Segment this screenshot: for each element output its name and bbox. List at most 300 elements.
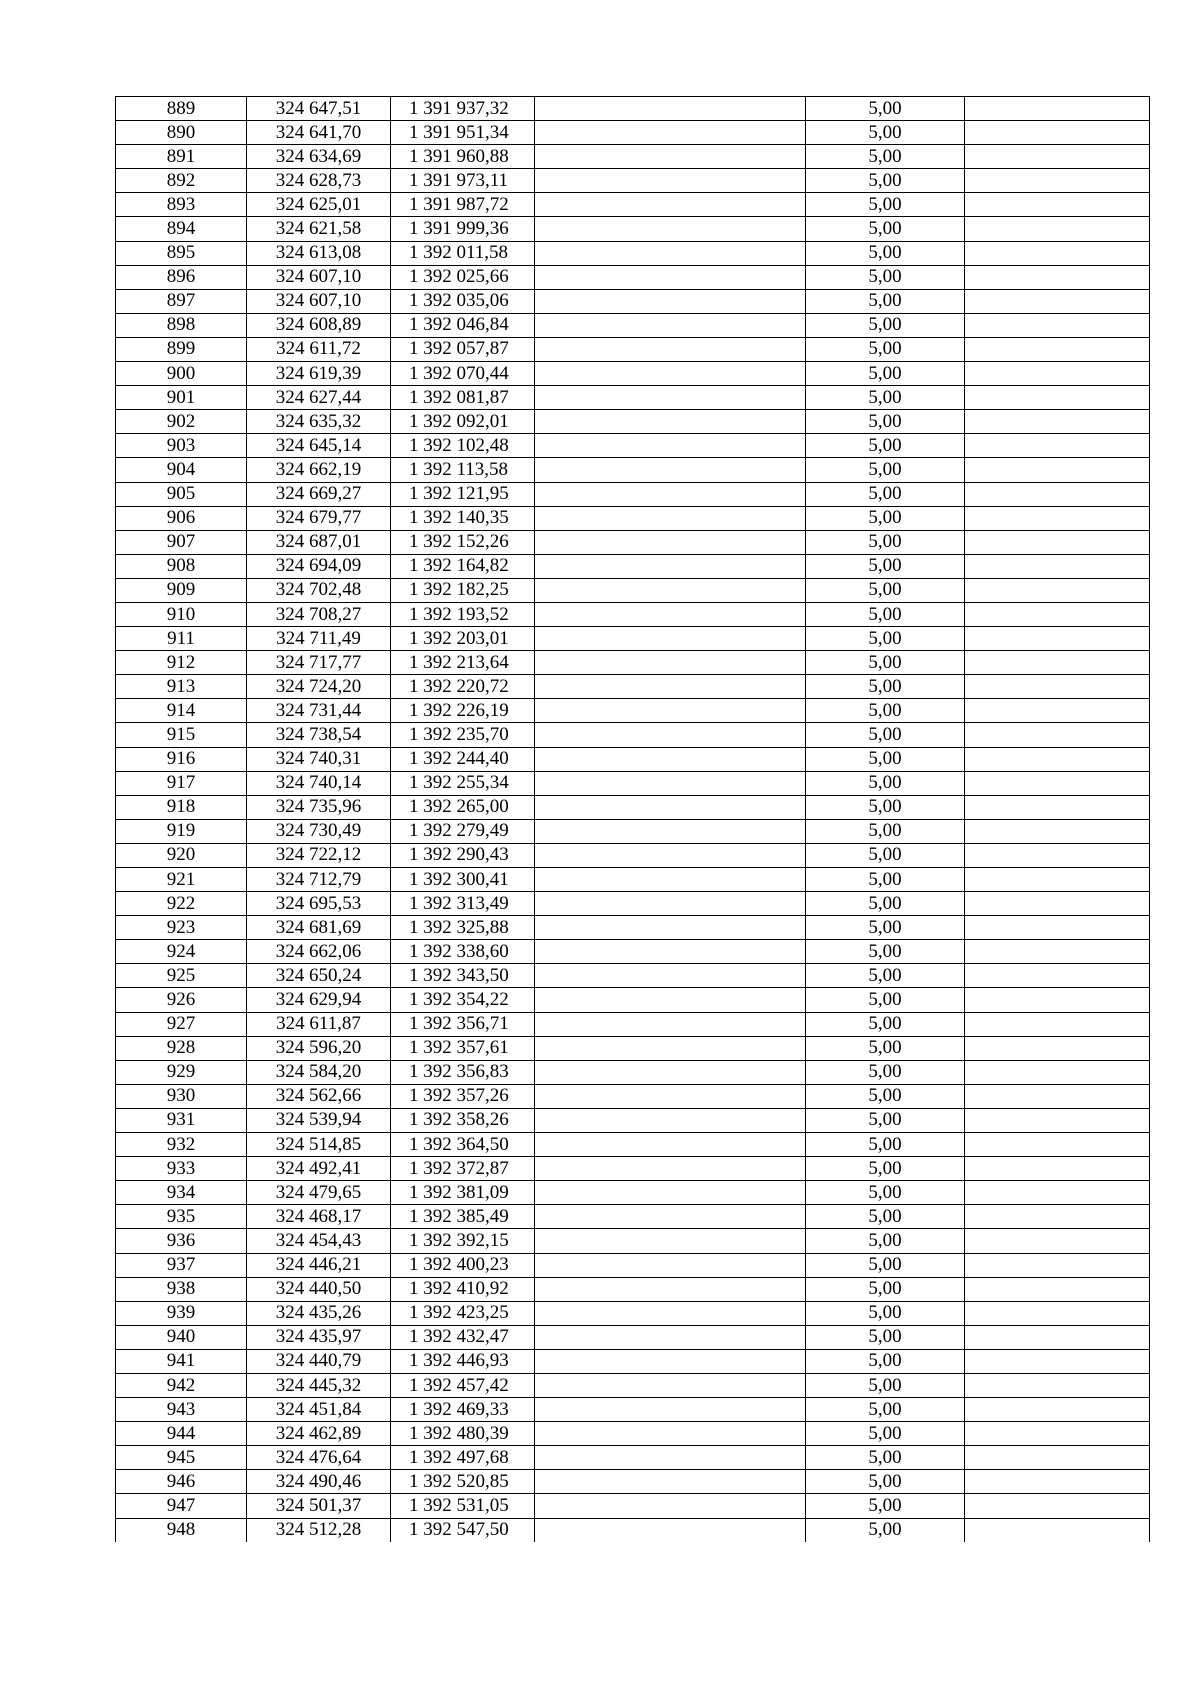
point-number-cell: 900 [116, 362, 247, 386]
table-row [116, 1084, 1150, 1108]
x-coordinate-cell: 324 451,84 [247, 1398, 391, 1422]
y-coordinate-cell: 1 391 951,34 [391, 121, 535, 145]
empty-cell [965, 313, 1150, 337]
table-row [116, 1229, 1150, 1253]
x-coordinate-cell: 324 738,54 [247, 723, 391, 747]
point-number-cell: 911 [116, 627, 247, 651]
y-coordinate-cell: 1 392 432,47 [391, 1325, 535, 1349]
table-row [116, 1446, 1150, 1470]
empty-cell [965, 362, 1150, 386]
value-cell: 5,00 [806, 362, 965, 386]
y-coordinate-cell: 1 392 255,34 [391, 771, 535, 795]
value-cell: 5,00 [806, 964, 965, 988]
y-coordinate-cell: 1 392 279,49 [391, 819, 535, 843]
empty-cell [965, 868, 1150, 892]
point-number-cell: 944 [116, 1422, 247, 1446]
table-row [116, 313, 1150, 337]
y-coordinate-cell: 1 392 497,68 [391, 1446, 535, 1470]
value-cell: 5,00 [806, 1012, 965, 1036]
x-coordinate-cell: 324 724,20 [247, 675, 391, 699]
empty-cell [535, 675, 806, 699]
point-number-cell: 924 [116, 940, 247, 964]
y-coordinate-cell: 1 391 960,88 [391, 145, 535, 169]
empty-cell [965, 1277, 1150, 1301]
value-cell: 5,00 [806, 337, 965, 361]
empty-cell [965, 1398, 1150, 1422]
empty-cell [535, 434, 806, 458]
empty-cell [535, 313, 806, 337]
empty-cell [535, 1494, 806, 1518]
empty-cell [965, 1301, 1150, 1325]
y-coordinate-cell: 1 392 011,58 [391, 241, 535, 265]
value-cell: 5,00 [806, 747, 965, 771]
value-cell: 5,00 [806, 1157, 965, 1181]
empty-cell [535, 241, 806, 265]
value-cell: 5,00 [806, 289, 965, 313]
point-number-cell: 933 [116, 1157, 247, 1181]
y-coordinate-cell: 1 392 070,44 [391, 362, 535, 386]
coordinates-table-body [116, 97, 1150, 1542]
x-coordinate-cell: 324 625,01 [247, 193, 391, 217]
table-row [116, 1470, 1150, 1494]
x-coordinate-cell: 324 662,06 [247, 940, 391, 964]
value-cell: 5,00 [806, 1229, 965, 1253]
empty-cell [535, 1229, 806, 1253]
empty-cell [535, 362, 806, 386]
table-row [116, 337, 1150, 361]
empty-cell [965, 434, 1150, 458]
y-coordinate-cell: 1 392 338,60 [391, 940, 535, 964]
point-number-cell: 903 [116, 434, 247, 458]
value-cell: 5,00 [806, 1301, 965, 1325]
empty-cell [535, 795, 806, 819]
y-coordinate-cell: 1 392 356,71 [391, 1012, 535, 1036]
empty-cell [535, 482, 806, 506]
point-number-cell: 931 [116, 1108, 247, 1132]
value-cell: 5,00 [806, 699, 965, 723]
value-cell: 5,00 [806, 916, 965, 940]
x-coordinate-cell: 324 440,79 [247, 1349, 391, 1373]
empty-cell [965, 289, 1150, 313]
point-number-cell: 913 [116, 675, 247, 699]
y-coordinate-cell: 1 392 357,61 [391, 1036, 535, 1060]
empty-cell [535, 964, 806, 988]
empty-cell [965, 217, 1150, 241]
table-row [116, 795, 1150, 819]
x-coordinate-cell: 324 635,32 [247, 410, 391, 434]
empty-cell [535, 747, 806, 771]
empty-cell [535, 1301, 806, 1325]
x-coordinate-cell: 324 731,44 [247, 699, 391, 723]
y-coordinate-cell: 1 392 356,83 [391, 1060, 535, 1084]
point-number-cell: 927 [116, 1012, 247, 1036]
point-number-cell: 941 [116, 1349, 247, 1373]
point-number-cell: 926 [116, 988, 247, 1012]
empty-cell [535, 1205, 806, 1229]
x-coordinate-cell: 324 611,87 [247, 1012, 391, 1036]
y-coordinate-cell: 1 392 220,72 [391, 675, 535, 699]
value-cell: 5,00 [806, 1470, 965, 1494]
point-number-cell: 895 [116, 241, 247, 265]
table-row [116, 1133, 1150, 1157]
table-row [116, 675, 1150, 699]
table-row [116, 1012, 1150, 1036]
value-cell: 5,00 [806, 1060, 965, 1084]
empty-cell [965, 1060, 1150, 1084]
x-coordinate-cell: 324 735,96 [247, 795, 391, 819]
empty-cell [535, 1133, 806, 1157]
x-coordinate-cell: 324 596,20 [247, 1036, 391, 1060]
y-coordinate-cell: 1 392 400,23 [391, 1253, 535, 1277]
table-row [116, 265, 1150, 289]
table-row [116, 241, 1150, 265]
y-coordinate-cell: 1 392 385,49 [391, 1205, 535, 1229]
point-number-cell: 940 [116, 1325, 247, 1349]
y-coordinate-cell: 1 392 520,85 [391, 1470, 535, 1494]
point-number-cell: 891 [116, 145, 247, 169]
x-coordinate-cell: 324 479,65 [247, 1181, 391, 1205]
y-coordinate-cell: 1 392 547,50 [391, 1518, 535, 1542]
y-coordinate-cell: 1 392 025,66 [391, 265, 535, 289]
y-coordinate-cell: 1 392 300,41 [391, 868, 535, 892]
empty-cell [535, 940, 806, 964]
empty-cell [965, 578, 1150, 602]
value-cell: 5,00 [806, 1325, 965, 1349]
x-coordinate-cell: 324 641,70 [247, 121, 391, 145]
value-cell: 5,00 [806, 458, 965, 482]
empty-cell [535, 145, 806, 169]
point-number-cell: 896 [116, 265, 247, 289]
y-coordinate-cell: 1 392 290,43 [391, 843, 535, 867]
x-coordinate-cell: 324 454,43 [247, 1229, 391, 1253]
y-coordinate-cell: 1 392 423,25 [391, 1301, 535, 1325]
empty-cell [535, 1277, 806, 1301]
empty-cell [965, 458, 1150, 482]
point-number-cell: 914 [116, 699, 247, 723]
coordinates-table [115, 96, 1150, 1542]
y-coordinate-cell: 1 392 035,06 [391, 289, 535, 313]
table-row [116, 1373, 1150, 1397]
point-number-cell: 922 [116, 892, 247, 916]
point-number-cell: 904 [116, 458, 247, 482]
value-cell: 5,00 [806, 313, 965, 337]
x-coordinate-cell: 324 476,64 [247, 1446, 391, 1470]
empty-cell [965, 1446, 1150, 1470]
table-row [116, 940, 1150, 964]
point-number-cell: 910 [116, 602, 247, 626]
value-cell: 5,00 [806, 675, 965, 699]
x-coordinate-cell: 324 445,32 [247, 1373, 391, 1397]
point-number-cell: 936 [116, 1229, 247, 1253]
y-coordinate-cell: 1 392 046,84 [391, 313, 535, 337]
empty-cell [535, 868, 806, 892]
table-row [116, 1108, 1150, 1132]
table-row [116, 892, 1150, 916]
x-coordinate-cell: 324 669,27 [247, 482, 391, 506]
table-row [116, 169, 1150, 193]
value-cell: 5,00 [806, 1253, 965, 1277]
value-cell: 5,00 [806, 1133, 965, 1157]
table-row [116, 1060, 1150, 1084]
empty-cell [965, 1229, 1150, 1253]
x-coordinate-cell: 324 608,89 [247, 313, 391, 337]
value-cell: 5,00 [806, 795, 965, 819]
x-coordinate-cell: 324 722,12 [247, 843, 391, 867]
table-row [116, 97, 1150, 121]
table-row [116, 843, 1150, 867]
point-number-cell: 925 [116, 964, 247, 988]
value-cell: 5,00 [806, 602, 965, 626]
empty-cell [965, 1422, 1150, 1446]
empty-cell [535, 1398, 806, 1422]
empty-cell [965, 1084, 1150, 1108]
empty-cell [965, 241, 1150, 265]
x-coordinate-cell: 324 492,41 [247, 1157, 391, 1181]
x-coordinate-cell: 324 695,53 [247, 892, 391, 916]
empty-cell [965, 1205, 1150, 1229]
x-coordinate-cell: 324 446,21 [247, 1253, 391, 1277]
point-number-cell: 945 [116, 1446, 247, 1470]
table-row [116, 482, 1150, 506]
x-coordinate-cell: 324 662,19 [247, 458, 391, 482]
empty-cell [535, 1422, 806, 1446]
y-coordinate-cell: 1 392 381,09 [391, 1181, 535, 1205]
empty-cell [535, 289, 806, 313]
empty-cell [965, 410, 1150, 434]
value-cell: 5,00 [806, 1373, 965, 1397]
value-cell: 5,00 [806, 771, 965, 795]
value-cell: 5,00 [806, 1494, 965, 1518]
point-number-cell: 939 [116, 1301, 247, 1325]
empty-cell [965, 916, 1150, 940]
x-coordinate-cell: 324 607,10 [247, 289, 391, 313]
point-number-cell: 917 [116, 771, 247, 795]
empty-cell [965, 747, 1150, 771]
x-coordinate-cell: 324 694,09 [247, 554, 391, 578]
y-coordinate-cell: 1 392 092,01 [391, 410, 535, 434]
empty-cell [965, 1325, 1150, 1349]
y-coordinate-cell: 1 392 354,22 [391, 988, 535, 1012]
point-number-cell: 897 [116, 289, 247, 313]
table-row [116, 602, 1150, 626]
point-number-cell: 912 [116, 651, 247, 675]
value-cell: 5,00 [806, 554, 965, 578]
empty-cell [965, 1253, 1150, 1277]
x-coordinate-cell: 324 717,77 [247, 651, 391, 675]
x-coordinate-cell: 324 501,37 [247, 1494, 391, 1518]
value-cell: 5,00 [806, 97, 965, 121]
empty-cell [965, 1518, 1150, 1542]
table-row [116, 434, 1150, 458]
x-coordinate-cell: 324 435,26 [247, 1301, 391, 1325]
point-number-cell: 898 [116, 313, 247, 337]
x-coordinate-cell: 324 514,85 [247, 1133, 391, 1157]
empty-cell [965, 1181, 1150, 1205]
x-coordinate-cell: 324 740,14 [247, 771, 391, 795]
point-number-cell: 919 [116, 819, 247, 843]
value-cell: 5,00 [806, 169, 965, 193]
point-number-cell: 909 [116, 578, 247, 602]
empty-cell [965, 819, 1150, 843]
x-coordinate-cell: 324 613,08 [247, 241, 391, 265]
table-row [116, 1325, 1150, 1349]
table-row [116, 747, 1150, 771]
value-cell: 5,00 [806, 1084, 965, 1108]
x-coordinate-cell: 324 611,72 [247, 337, 391, 361]
empty-cell [535, 771, 806, 795]
x-coordinate-cell: 324 650,24 [247, 964, 391, 988]
empty-cell [535, 1181, 806, 1205]
x-coordinate-cell: 324 619,39 [247, 362, 391, 386]
x-coordinate-cell: 324 539,94 [247, 1108, 391, 1132]
x-coordinate-cell: 324 627,44 [247, 386, 391, 410]
value-cell: 5,00 [806, 410, 965, 434]
value-cell: 5,00 [806, 1277, 965, 1301]
table-row [116, 145, 1150, 169]
table-row [116, 771, 1150, 795]
table-row [116, 1036, 1150, 1060]
point-number-cell: 908 [116, 554, 247, 578]
empty-cell [535, 386, 806, 410]
empty-cell [965, 699, 1150, 723]
empty-cell [535, 458, 806, 482]
table-row [116, 1181, 1150, 1205]
point-number-cell: 915 [116, 723, 247, 747]
y-coordinate-cell: 1 392 313,49 [391, 892, 535, 916]
empty-cell [965, 1012, 1150, 1036]
empty-cell [965, 651, 1150, 675]
empty-cell [965, 723, 1150, 747]
y-coordinate-cell: 1 392 457,42 [391, 1373, 535, 1397]
empty-cell [965, 1157, 1150, 1181]
y-coordinate-cell: 1 392 446,93 [391, 1349, 535, 1373]
empty-cell [535, 1108, 806, 1132]
table-row [116, 289, 1150, 313]
table-row [116, 1157, 1150, 1181]
table-row [116, 1253, 1150, 1277]
x-coordinate-cell: 324 687,01 [247, 530, 391, 554]
empty-cell [965, 337, 1150, 361]
x-coordinate-cell: 324 702,48 [247, 578, 391, 602]
value-cell: 5,00 [806, 1446, 965, 1470]
value-cell: 5,00 [806, 1422, 965, 1446]
empty-cell [965, 506, 1150, 530]
table-row [116, 362, 1150, 386]
value-cell: 5,00 [806, 868, 965, 892]
value-cell: 5,00 [806, 145, 965, 169]
point-number-cell: 935 [116, 1205, 247, 1229]
empty-cell [965, 265, 1150, 289]
table-row [116, 916, 1150, 940]
point-number-cell: 937 [116, 1253, 247, 1277]
point-number-cell: 916 [116, 747, 247, 771]
y-coordinate-cell: 1 392 364,50 [391, 1133, 535, 1157]
y-coordinate-cell: 1 392 265,00 [391, 795, 535, 819]
table-row [116, 1518, 1150, 1542]
value-cell: 5,00 [806, 819, 965, 843]
empty-cell [535, 651, 806, 675]
point-number-cell: 890 [116, 121, 247, 145]
x-coordinate-cell: 324 468,17 [247, 1205, 391, 1229]
empty-cell [535, 843, 806, 867]
empty-cell [965, 145, 1150, 169]
empty-cell [965, 193, 1150, 217]
y-coordinate-cell: 1 391 973,11 [391, 169, 535, 193]
empty-cell [965, 1108, 1150, 1132]
empty-cell [965, 964, 1150, 988]
table-row [116, 1277, 1150, 1301]
x-coordinate-cell: 324 562,66 [247, 1084, 391, 1108]
table-row [116, 193, 1150, 217]
empty-cell [535, 1373, 806, 1397]
y-coordinate-cell: 1 391 937,32 [391, 97, 535, 121]
x-coordinate-cell: 324 628,73 [247, 169, 391, 193]
empty-cell [535, 819, 806, 843]
table-row [116, 699, 1150, 723]
point-number-cell: 932 [116, 1133, 247, 1157]
value-cell: 5,00 [806, 651, 965, 675]
table-row [116, 121, 1150, 145]
table-row [116, 1301, 1150, 1325]
x-coordinate-cell: 324 712,79 [247, 868, 391, 892]
value-cell: 5,00 [806, 265, 965, 289]
empty-cell [535, 97, 806, 121]
empty-cell [535, 1325, 806, 1349]
empty-cell [965, 1349, 1150, 1373]
table-row [116, 410, 1150, 434]
empty-cell [535, 1518, 806, 1542]
value-cell: 5,00 [806, 386, 965, 410]
x-coordinate-cell: 324 681,69 [247, 916, 391, 940]
y-coordinate-cell: 1 392 152,26 [391, 530, 535, 554]
empty-cell [965, 988, 1150, 1012]
y-coordinate-cell: 1 392 164,82 [391, 554, 535, 578]
value-cell: 5,00 [806, 940, 965, 964]
x-coordinate-cell: 324 679,77 [247, 506, 391, 530]
empty-cell [535, 1084, 806, 1108]
point-number-cell: 921 [116, 868, 247, 892]
table-row [116, 723, 1150, 747]
value-cell: 5,00 [806, 482, 965, 506]
x-coordinate-cell: 324 607,10 [247, 265, 391, 289]
empty-cell [535, 1036, 806, 1060]
point-number-cell: 905 [116, 482, 247, 506]
point-number-cell: 946 [116, 1470, 247, 1494]
point-number-cell: 894 [116, 217, 247, 241]
table-row [116, 578, 1150, 602]
empty-cell [965, 1133, 1150, 1157]
x-coordinate-cell: 324 708,27 [247, 602, 391, 626]
table-row [116, 651, 1150, 675]
y-coordinate-cell: 1 392 203,01 [391, 627, 535, 651]
table-row [116, 1494, 1150, 1518]
empty-cell [535, 627, 806, 651]
empty-cell [535, 1012, 806, 1036]
empty-cell [965, 843, 1150, 867]
empty-cell [535, 1060, 806, 1084]
empty-cell [965, 675, 1150, 699]
point-number-cell: 906 [116, 506, 247, 530]
table-row [116, 1205, 1150, 1229]
y-coordinate-cell: 1 392 531,05 [391, 1494, 535, 1518]
y-coordinate-cell: 1 392 343,50 [391, 964, 535, 988]
y-coordinate-cell: 1 392 102,48 [391, 434, 535, 458]
x-coordinate-cell: 324 730,49 [247, 819, 391, 843]
y-coordinate-cell: 1 392 244,40 [391, 747, 535, 771]
empty-cell [965, 771, 1150, 795]
point-number-cell: 942 [116, 1373, 247, 1397]
table-row [116, 1422, 1150, 1446]
